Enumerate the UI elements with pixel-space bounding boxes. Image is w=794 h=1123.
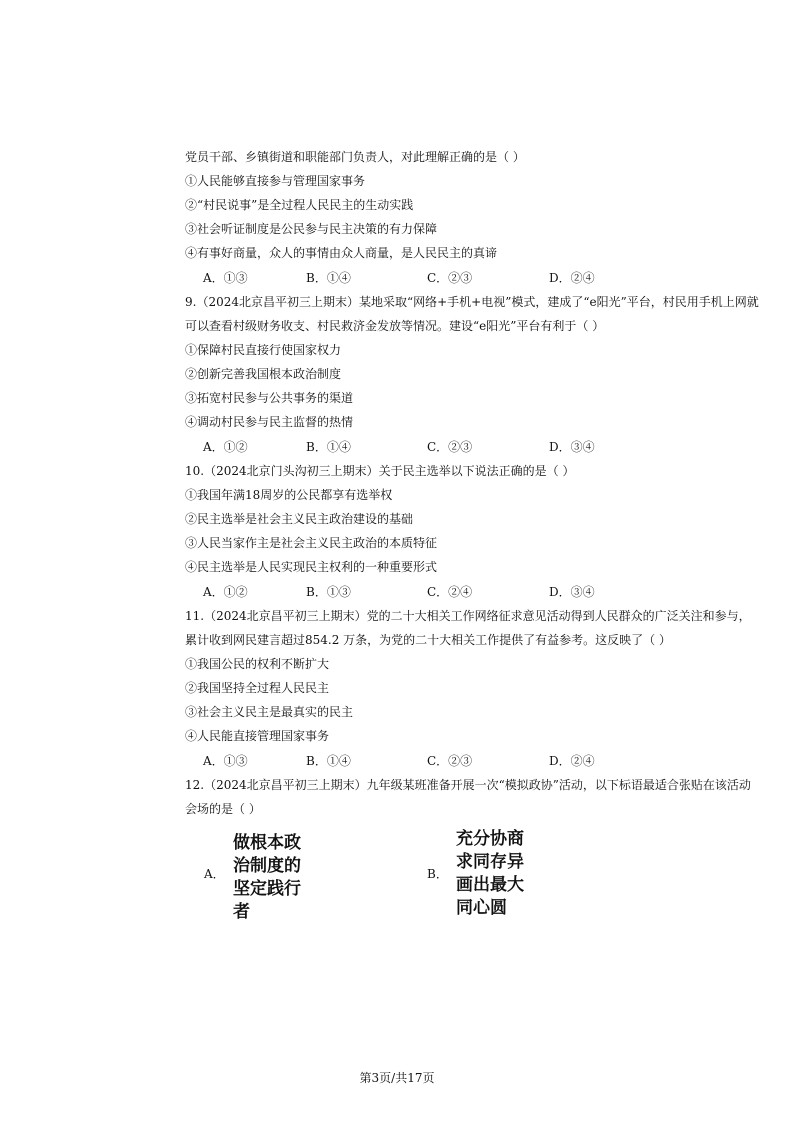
q11-option-a: A．①③ xyxy=(203,754,248,768)
q11-item-3: ③社会主义民主是最真实的民主 xyxy=(185,705,354,719)
q12-option-a-label: A． xyxy=(204,867,225,881)
q8-option-d: D．②④ xyxy=(549,271,595,285)
q9-option-c: C．②③ xyxy=(427,440,473,454)
q9-item-4: ④调动村民参与民主监督的热情 xyxy=(185,415,354,429)
q9-option-a: A．①② xyxy=(203,440,248,454)
q8-option-b: B．①④ xyxy=(306,271,351,285)
q9-option-d: D．③④ xyxy=(549,440,595,454)
q8-item-1: ①人民能够直接参与管理国家事务 xyxy=(185,174,366,188)
q10-item-1: ①我国年满18周岁的公民都享有选举权 xyxy=(185,488,393,502)
q12-stem-line-2: 会场的是（ ） xyxy=(185,802,261,816)
q9-stem-line-1: 9.（2024北京昌平初三上期末）某地采取“网络+手机+电视”模式，建成了“e阳光”平台，村民用手机上网就 xyxy=(185,295,759,309)
q10-item-2: ②民主选举是社会主义民主政治建设的基础 xyxy=(185,512,414,526)
q12-option-b-slogan: 充分协商 求同存异 画出最大 同心圆 xyxy=(456,829,524,918)
q11-option-b: B．①④ xyxy=(306,754,351,768)
q9-option-b: B．①④ xyxy=(306,440,351,454)
q11-stem-line-1: 11.（2024北京昌平初三上期末）党的二十大相关工作网络征求意见活动得到人民群众的广泛关注和参与， xyxy=(185,609,751,623)
q9-stem-line-2: 可以查看村级财务收支、村民救济金发放等情况。建设“e阳光”平台有利于（ ） xyxy=(185,319,605,333)
q9-item-1: ①保障村民直接行使国家权力 xyxy=(185,343,342,357)
q10-item-4: ④民主选举是人民实现民主权利的一种重要形式 xyxy=(185,560,438,574)
q8-item-3: ③社会听证制度是公民参与民主决策的有力保障 xyxy=(185,222,438,236)
q9-item-2: ②创新完善我国根本政治制度 xyxy=(185,367,342,381)
q8-option-a: A．①③ xyxy=(203,271,248,285)
q11-item-2: ②我国坚持全过程人民民主 xyxy=(185,681,330,695)
q10-option-b: B．①③ xyxy=(306,585,351,599)
q12-option-b-label: B． xyxy=(427,867,448,881)
q10-stem: 10.（2024北京门头沟初三上期末）关于民主选举以下说法正确的是（ ） xyxy=(185,464,575,478)
q12-stem-line-1: 12.（2024北京昌平初三上期末）九年级某班准备开展一次“模拟政协”活动，以下标语最适合张贴在该活动 xyxy=(185,778,751,792)
q10-option-c: C．②④ xyxy=(427,585,473,599)
q10-item-3: ③人民当家作主是社会主义民主政治的本质特征 xyxy=(185,536,438,550)
q11-option-c: C．②③ xyxy=(427,754,473,768)
q8-option-c: C．②③ xyxy=(427,271,473,285)
q11-option-d: D．②④ xyxy=(549,754,595,768)
q8-item-2: ②“村民说事”是全过程人民民主的生动实践 xyxy=(185,198,414,212)
q9-item-3: ③拓宽村民参与公共事务的渠道 xyxy=(185,391,354,405)
q11-item-4: ④人民能直接管理国家事务 xyxy=(185,729,330,743)
page-number-footer: 第3页/共17页 xyxy=(359,1071,435,1085)
q10-option-a: A．①② xyxy=(203,585,248,599)
q8-item-4: ④有事好商量，众人的事情由众人商量，是人民民主的真谛 xyxy=(185,246,498,260)
q12-option-a-slogan: 做根本政 治制度的 坚定践行 者 xyxy=(233,833,301,922)
q8-stem-continued: 党员干部、乡镇街道和职能部门负责人，对此理解正确的是（ ） xyxy=(185,150,525,164)
q11-stem-line-2: 累计收到网民建言超过854.2 万条，为党的二十大相关工作提供了有益参考。这反映了（ ） xyxy=(185,633,671,647)
q11-item-1: ①我国公民的权利不断扩大 xyxy=(185,657,330,671)
q10-option-d: D．③④ xyxy=(549,585,595,599)
